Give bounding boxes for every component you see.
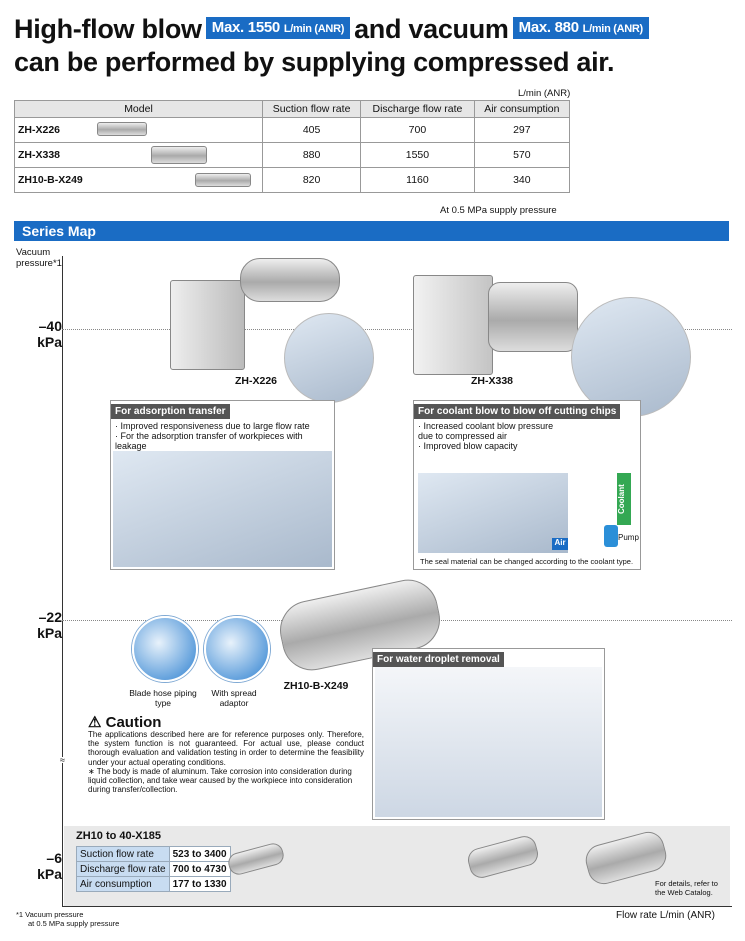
zh-x338-barrel <box>488 282 578 352</box>
zh-x338-detail-circle <box>571 297 691 417</box>
tick-40: –40 kPa <box>37 318 62 350</box>
details-note: For details, refer to the Web Catalog. <box>655 879 718 897</box>
zh-x226-detail-circle <box>284 313 374 403</box>
series-map-title: Series Map <box>14 221 729 241</box>
table-row: Air consumption 177 to 1330 <box>77 877 231 892</box>
droplet-photo <box>375 667 602 817</box>
label-blade-hose: Blade hose piping type <box>129 688 197 708</box>
zh-x338-thumb <box>151 146 207 164</box>
adsorption-photo <box>113 451 332 567</box>
unit-note: L/min (ANR) <box>518 88 571 99</box>
col-discharge: Discharge flow rate <box>361 101 475 118</box>
col-suction: Suction flow rate <box>263 101 361 118</box>
table-row: Discharge flow rate 700 to 4730 <box>77 862 231 877</box>
app-droplet: For water droplet removal <box>372 648 605 820</box>
heading-line-1: High-flow blow Max. 1550 L/min (ANR) and vacuum Max. 880 L/min (ANR) <box>14 14 653 45</box>
label-zh-x226: ZH-X226 <box>234 375 277 387</box>
zh-x338-body <box>413 275 493 375</box>
footnote: *1 Vacuum pressure at 0.5 MPa supply pressure <box>16 910 120 928</box>
axis-break: ≈ <box>60 757 70 763</box>
col-air: Air consumption <box>474 101 569 118</box>
coolant-photo <box>418 473 568 553</box>
coolant-label: Coolant <box>617 473 631 525</box>
label-zh-x338: ZH-X338 <box>470 375 513 387</box>
tick-22: –22 kPa <box>37 609 62 641</box>
caution-heading: ⚠ Caution <box>88 714 162 731</box>
label-zh10-b-x249: ZH10-B-X249 <box>283 680 349 692</box>
label-spread-adaptor: With spread adaptor <box>211 688 257 708</box>
table-row: ZH-X338 880 1550 570 <box>15 143 570 168</box>
caution-text: The applications described here are for reference purposes only. Therefore, the system function is not guaranteed. For actual use, please conduct thorough evaluation and validation testing in order to determine the feasibility under your actual operating conditions. ∗ The body is made of aluminum. Take corrosion into consideration during liquid collection, and take wear caused by the workpiece into consideration during transfer/collection. <box>88 730 364 795</box>
pump-label: Pump <box>618 533 639 542</box>
app-adsorption: For adsorption transfer · Improved responsiveness due to large flow rate · For the adsorption transfer of workpieces with leakage <box>110 400 335 570</box>
table-row: ZH10-B-X249 820 1160 340 <box>15 168 570 193</box>
table-row: Suction flow rate 523 to 3400 <box>77 847 231 862</box>
x-axis-label: Flow rate L/min (ANR) <box>616 910 715 921</box>
table-footnote: At 0.5 MPa supply pressure <box>440 205 557 216</box>
app-coolant: For coolant blow to blow off cutting chips · Increased coolant blow pressure due to compressed air · Improved blow capacity Coolant Air Pump The seal material can be changed according to the coolant type. <box>413 400 641 570</box>
zh-x226-thumb <box>97 122 147 136</box>
y-axis <box>62 256 63 906</box>
pump-icon <box>604 525 618 547</box>
x-axis <box>62 906 732 907</box>
zh10-thumb <box>195 173 251 187</box>
nozzle-blade-icon <box>132 616 198 682</box>
spec-table <box>14 100 570 193</box>
air-label: Air <box>552 538 568 550</box>
col-model: Model <box>15 101 263 118</box>
zh10-40-title: ZH10 to 40-X185 <box>76 830 161 842</box>
y-axis-title: Vacuum pressure*1 <box>16 247 62 269</box>
zh-x226-barrel <box>240 258 340 302</box>
max-suction-badge: Max. 1550 L/min (ANR) <box>206 17 350 39</box>
zh-x226-body <box>170 280 245 370</box>
max-vacuum-badge: Max. 880 L/min (ANR) <box>513 17 649 39</box>
table-row: ZH-X226 405 700 297 <box>15 118 570 143</box>
nozzle-spread-icon <box>204 616 270 682</box>
tick-6: –6 kPa <box>37 850 62 882</box>
coolant-note: The seal material can be changed according to the coolant type. <box>420 557 634 566</box>
heading-line-2: can be performed by supplying compressed air. <box>14 47 615 77</box>
zh10-40-table <box>76 846 231 892</box>
